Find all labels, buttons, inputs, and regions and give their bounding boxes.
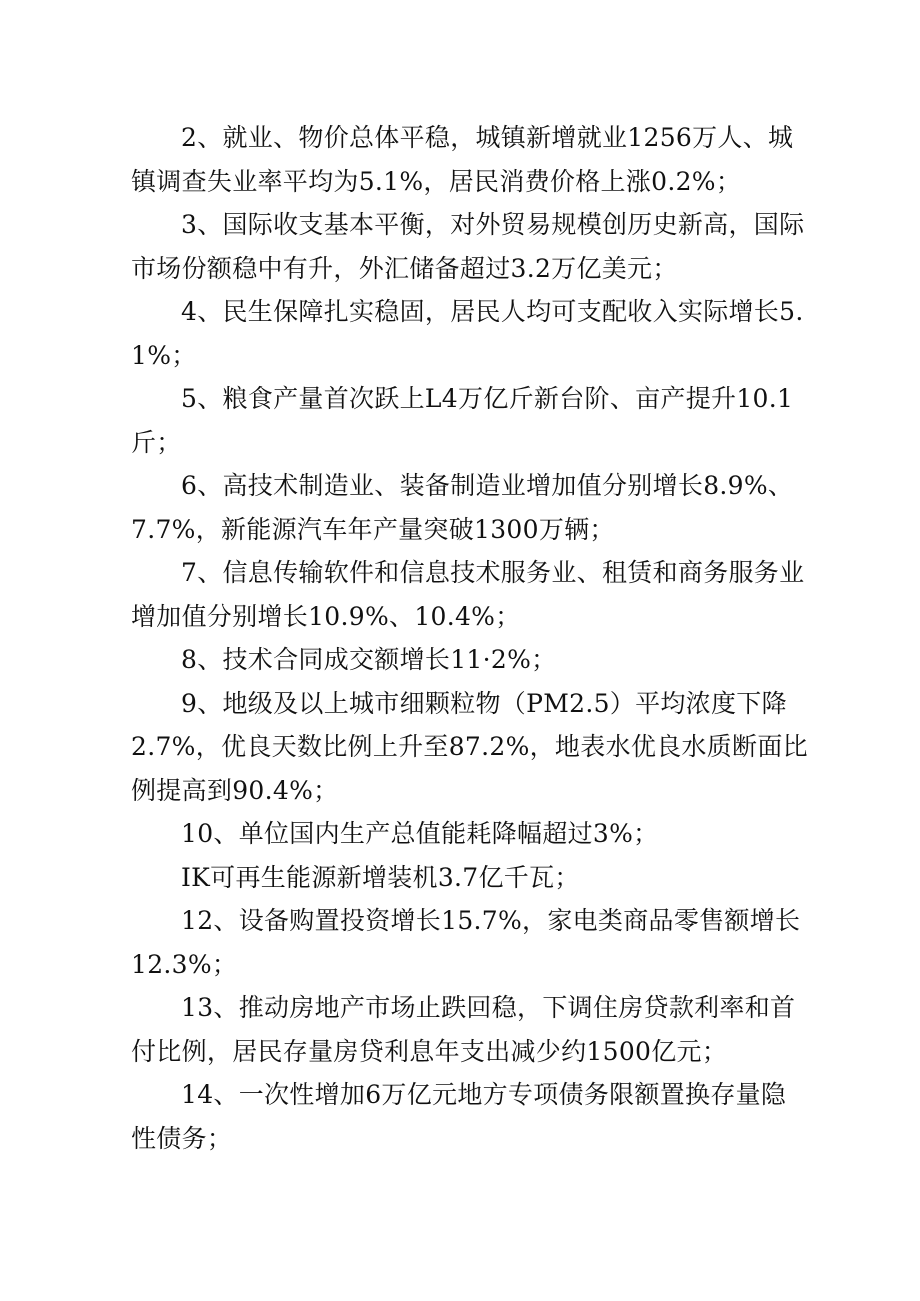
paragraph-item-7: 7、信息传输软件和信息技术服务业、租赁和商务服务业增加值分别增长10.9%、10.4%； <box>131 558 805 631</box>
document-body <box>131 116 811 1160</box>
paragraph-item-10: 10、单位国内生产总值能耗降幅超过3%； <box>181 819 659 848</box>
paragraph-item-11: IK可再生能源新增装机3.7亿千瓦； <box>181 862 580 892</box>
paragraph-item-14: 14、一次性增加6万亿元地方专项债务限额置换存量隐性债务； <box>131 1080 787 1153</box>
paragraph-item-2: 2、就业、物价总体平稳，城镇新增就业1256万人、城镇调查失业率平均为5.1%，居民消费价格上涨0.2%； <box>131 123 794 196</box>
paragraph-item-8: 8、技术合同成交额增长11·2%； <box>181 645 557 674</box>
paragraph-item-4: 4、民生保障扎实稳固，居民人均可支配收入实际增长5.1%； <box>131 297 804 370</box>
paragraph-item-9: 9、地级及以上城市细颗粒物（PM2.5）平均浓度下降2.7%，优良天数比例上升至87.2%，地表水优良水质断面比例提高到90.4%； <box>131 688 808 805</box>
paragraph-item-12: 12、设备购置投资增长15.7%，家电类商品零售额增长12.3%； <box>131 906 801 979</box>
paragraph-item-13: 13、推动房地产市场止跌回稳，下调住房贷款利率和首付比例，居民存量房贷利息年支出减少约1500亿元； <box>131 993 796 1066</box>
paragraph-item-6: 6、高技术制造业、装备制造业增加值分别增长8.9%、7.7%，新能源汽车年产量突破1300万辆； <box>131 471 794 544</box>
paragraph-item-3: 3、国际收支基本平衡，对外贸易规模创历史新高，国际市场份额稳中有升，外汇储备超过3.2万亿美元； <box>131 210 805 283</box>
paragraph-item-5: 5、粮食产量首次跃上L4万亿斤新台阶、亩产提升10.1斤； <box>131 384 794 457</box>
